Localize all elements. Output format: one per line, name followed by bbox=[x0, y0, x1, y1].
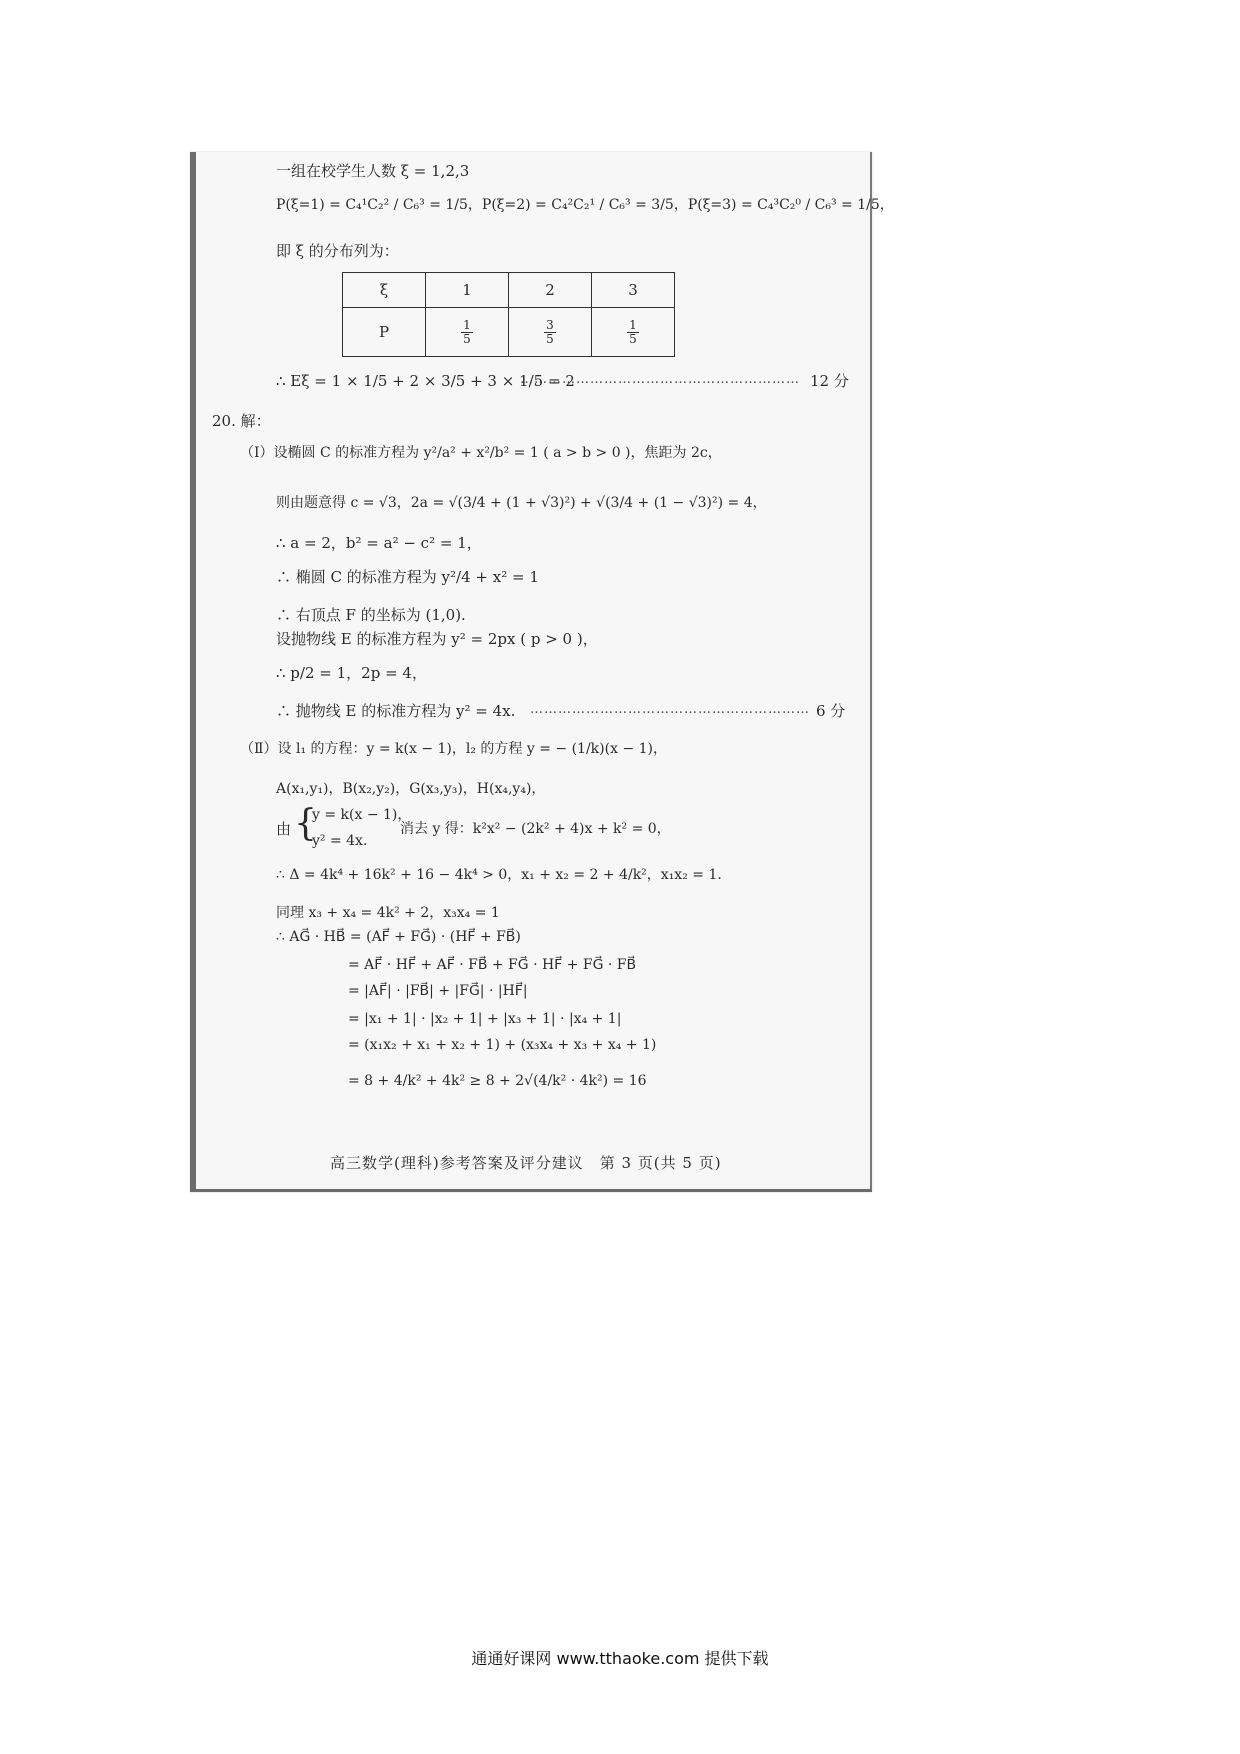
line-ellipse-setup: （Ⅰ）设椭圆 C 的标准方程为 y²/a² + x²/b² = 1 ( a > b > 0 )，焦距为 2c， bbox=[240, 445, 722, 461]
fraction-numerator: 3 bbox=[546, 317, 554, 332]
line-sum-expansion: = (x₁x₂ + x₁ + x₂ + 1) + (x₃x₄ + x₃ + x₄ + 1) bbox=[348, 1037, 657, 1053]
line-parabola-equation: ∴ 抛物线 E 的标准方程为 y² = 4x. bbox=[276, 702, 516, 720]
line-ellipse-condition: 则由题意得 c = √3，2a = √(3/4 + (1 + √3)²) + √(3/4 + (1 − √3)²) = 4， bbox=[276, 495, 767, 511]
line-probabilities: P(ξ=1) = C₄¹C₂² / C₆³ = 1/5，P(ξ=2) = C₄²C₂¹ / C₆³ = 3/5，P(ξ=3) = C₄³C₂⁰ / C₆³ = 1/5， bbox=[276, 197, 894, 213]
table-cell bbox=[426, 308, 509, 357]
fraction-denominator: 5 bbox=[463, 331, 471, 346]
score-6: 6 分 bbox=[816, 702, 846, 720]
distribution-table bbox=[342, 272, 675, 357]
dotted-leader: …………………………………………………… bbox=[520, 372, 800, 387]
scanned-page bbox=[190, 152, 894, 1192]
scan-right-border bbox=[870, 152, 872, 1192]
table-header-cell: 1 bbox=[426, 273, 509, 308]
line-a-b-values: ∴ a = 2，b² = a² − c² = 1， bbox=[276, 534, 482, 552]
table-row-label: P bbox=[343, 308, 426, 357]
line-lines-l1-l2: （Ⅱ）设 l₁ 的方程：y = k(x − 1)，l₂ 的方程 y = − (1/k)(x − 1)， bbox=[240, 741, 667, 757]
system-brace: { bbox=[294, 803, 317, 844]
line-vector-product: ∴ AG⃗ · HB⃗ = (AF⃗ + FG⃗) · (HF⃗ + FB⃗) bbox=[276, 929, 521, 945]
problem-20-heading: 20. 解： bbox=[212, 412, 271, 430]
fraction-numerator: 1 bbox=[629, 317, 637, 332]
table-row bbox=[343, 308, 675, 357]
line-vector-expansion: = AF⃗ · HF⃗ + AF⃗ · FB⃗ + FG⃗ · HF⃗ + FG⃗ · FB⃗ bbox=[348, 957, 637, 973]
dotted-leader: …………………………………………………… bbox=[530, 702, 810, 717]
fraction bbox=[461, 319, 473, 345]
fraction-denominator: 5 bbox=[546, 331, 554, 346]
line-distribution-intro: 即 ξ 的分布列为： bbox=[276, 242, 399, 260]
table-header-cell: ξ bbox=[343, 273, 426, 308]
line-system-eq1: y = k(x − 1)， bbox=[312, 807, 412, 823]
line-discriminant: ∴ Δ = 4k⁴ + 16k² + 16 − 4k⁴ > 0，x₁ + x₂ = 2 + 4/k²，x₁x₂ = 1. bbox=[276, 867, 722, 883]
line-student-count: 一组在校学生人数 ξ = 1,2,3 bbox=[276, 162, 470, 180]
line-system-eq2: y² = 4x. bbox=[312, 833, 368, 849]
line-eliminate-y: 消去 y 得：k²x² − (2k² + 4)x + k² = 0， bbox=[400, 821, 671, 837]
line-points: A(x₁,y₁)，B(x₂,y₂)，G(x₃,y₃)，H(x₄,y₄)， bbox=[276, 781, 546, 797]
line-expectation: ∴ Eξ = 1 × 1/5 + 2 × 3/5 + 3 × 1/5 = 2 bbox=[276, 372, 575, 390]
line-inequality-result: = 8 + 4/k² + 4k² ≥ 8 + 2√(4/k² · 4k²) = 16 bbox=[348, 1073, 647, 1089]
score-12: 12 分 bbox=[810, 372, 849, 390]
table-header-row bbox=[343, 273, 675, 308]
page-footer-title: 高三数学(理科)参考答案及评分建议 第 3 页(共 5 页) bbox=[330, 1154, 722, 1172]
fraction bbox=[627, 319, 639, 345]
scan-bottom-border bbox=[190, 1189, 872, 1192]
fraction bbox=[544, 319, 556, 345]
table-cell bbox=[592, 308, 675, 357]
scan-left-border bbox=[190, 152, 196, 1192]
table-cell bbox=[509, 308, 592, 357]
fraction-denominator: 5 bbox=[629, 331, 637, 346]
line-vertex-f: ∴ 右顶点 F 的坐标为 (1,0). bbox=[276, 606, 466, 624]
line-ellipse-equation: ∴ 椭圆 C 的标准方程为 y²/4 + x² = 1 bbox=[276, 568, 539, 586]
site-footer: 通通好课网 www.tthaoke.com 提供下载 bbox=[471, 1649, 769, 1668]
table-header-cell: 3 bbox=[592, 273, 675, 308]
line-system-prefix: 由 bbox=[276, 820, 292, 838]
line-p-value: ∴ p/2 = 1，2p = 4， bbox=[276, 664, 427, 682]
line-parabola-setup: 设抛物线 E 的标准方程为 y² = 2px ( p > 0 )， bbox=[276, 630, 598, 648]
fraction-numerator: 1 bbox=[463, 317, 471, 332]
line-vector-magnitudes: = |AF⃗| · |FB⃗| + |FG⃗| · |HF⃗| bbox=[348, 983, 528, 999]
line-abs-values: = |x₁ + 1| · |x₂ + 1| + |x₃ + 1| · |x₄ + 1| bbox=[348, 1011, 622, 1027]
line-similarly: 同理 x₃ + x₄ = 4k² + 2，x₃x₄ = 1 bbox=[276, 905, 500, 921]
table-header-cell: 2 bbox=[509, 273, 592, 308]
